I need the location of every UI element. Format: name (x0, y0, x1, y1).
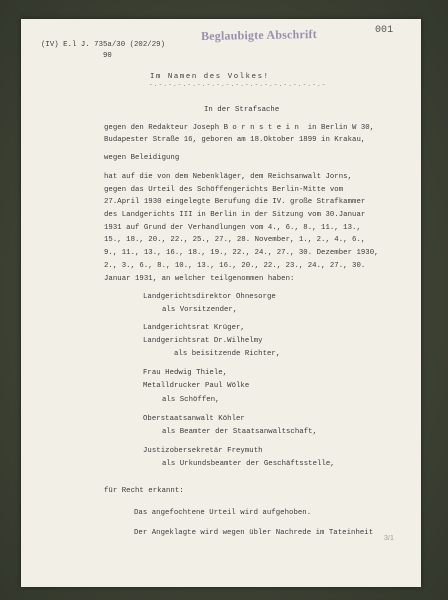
case-reference: (IV) E.l J. 735a/30 (202/29) (41, 41, 166, 49)
body-line: 15., 18., 20., 22., 25., 27., 28. November, 1., 2., 4., 6., (104, 236, 366, 244)
participant-role: als beisitzende Richter, (174, 350, 281, 358)
title-underline: -.-.-.-.-.-.-.-.-.-.-.-.-.-.-.-.-.-.- (149, 81, 327, 88)
body-line: wegen Beleidigung (104, 154, 180, 162)
participant-role: als Schöffen, (162, 396, 220, 404)
participant-role: als Urkundsbeamter der Geschäftsstelle, (162, 460, 335, 468)
body-line: Budapester Straße 16, geboren am 18.Oktober 1899 in Krakau, (104, 136, 366, 144)
verdict-line: Der Angeklagte wird wegen übler Nachrede im Tateinheit (134, 529, 374, 537)
body-line: 9., 11., 13., 16., 18., 19., 22., 24., 27., 30. Dezember 1930, (104, 249, 379, 257)
body-line: 2., 3., 6., 8., 10., 13., 16., 20., 22., 23., 24., 27., 30. (104, 262, 366, 270)
participant-line: Frau Hedwig Thiele, (143, 369, 228, 377)
body-line: Januar 1931, an welcher teilgenommen haben: (104, 275, 295, 283)
margin-annotation: 3/1 (384, 535, 394, 542)
verdict-line: Das angefochtene Urteil wird aufgehoben. (134, 509, 312, 517)
page-number: 001 (375, 25, 394, 36)
body-line: In der Strafsache (204, 106, 280, 114)
case-sub-reference: 90 (103, 52, 112, 60)
certified-copy-stamp: Beglaubigte Abschrift (200, 26, 317, 44)
document-page (21, 19, 421, 587)
body-line: hat auf die von dem Nebenkläger, dem Reichsanwalt Jorns, (104, 173, 353, 181)
participant-line: Oberstaatsanwalt Köhler (143, 415, 245, 423)
document-title: Im Namen des Volkes! (150, 73, 270, 81)
body-line: 1931 auf Grund der Verhandlungen vom 4., 6., 8., 11., 13., (104, 224, 361, 232)
participant-role: als Beamter der Staatsanwaltschaft, (162, 428, 318, 436)
verdict-intro: für Recht erkannt: (104, 487, 184, 495)
participant-line: Landgerichtsdirektor Ohnesorge (143, 293, 276, 301)
participant-line: Justizobersekretär Freymuth (143, 447, 263, 455)
participant-line: Landgerichtsrat Dr.Wilhelmy (143, 337, 263, 345)
body-line: des Landgerichts III in Berlin in der Sitzung vom 30.Januar (104, 211, 366, 219)
body-line: gegen das Urteil des Schöffengerichts Berlin-Mitte vom (104, 186, 344, 194)
participant-line: Landgerichtsrat Krüger, (143, 324, 245, 332)
participant-line: Metalldrucker Paul Wölke (143, 382, 250, 390)
body-line: gegen den Redakteur Joseph B o r n s t e i n in Berlin W 30, (104, 124, 375, 132)
body-line: 27.April 1930 eingelegte Berufung die IV. große Strafkammer (104, 198, 366, 206)
participant-role: als Vorsitzender, (162, 306, 238, 314)
